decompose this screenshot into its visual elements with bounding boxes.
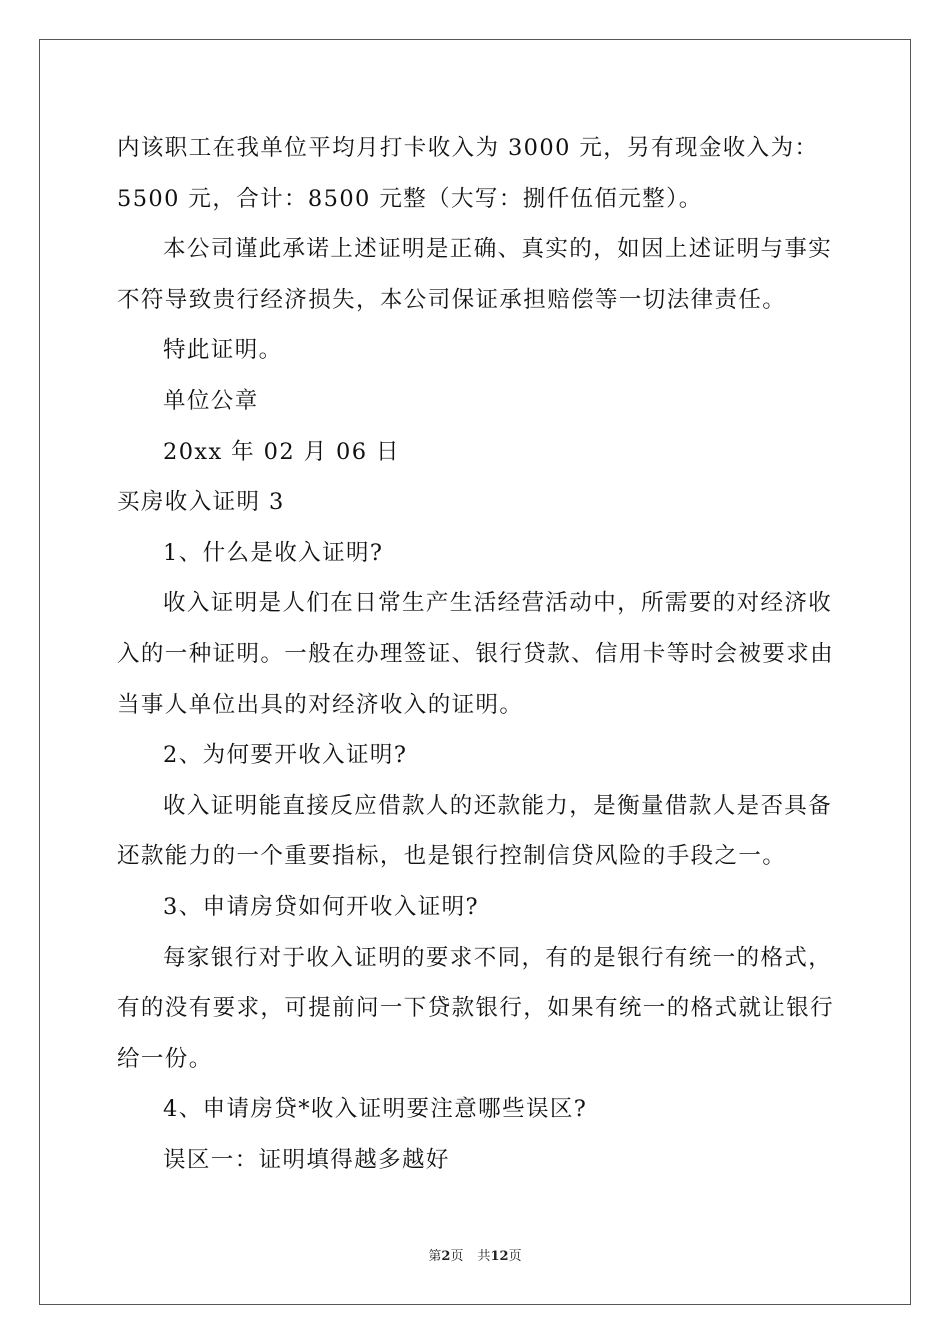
text-line: 收入证明能直接反应借款人的还款能力，是衡量借款人是否具备 bbox=[163, 792, 833, 819]
total-pages: 12 bbox=[490, 1249, 509, 1264]
text-line: 还款能力的一个重要指标，也是银行控制信贷风险的手段之一。 bbox=[117, 843, 787, 870]
text-line: 20xx 年 02 月 06 日 bbox=[163, 438, 400, 465]
text-line: 入的一种证明。一般在办理签证、银行贷款、信用卡等时会被要求由 bbox=[117, 640, 835, 667]
page-footer bbox=[0, 1245, 950, 1264]
question-heading: 3、申请房贷如何开收入证明? bbox=[163, 893, 479, 920]
question-heading: 2、为何要开收入证明? bbox=[163, 742, 408, 769]
text-line: 单位公章 bbox=[163, 387, 259, 414]
text-line: 每家银行对于收入证明的要求不同，有的是银行有统一的格式， bbox=[163, 944, 833, 971]
document-body bbox=[117, 128, 833, 1190]
text-line: 本公司谨此承诺上述证明是正确、真实的，如因上述证明与事实 bbox=[163, 236, 833, 263]
text-line: 收入证明是人们在日常生产生活经营活动中，所需要的对经济收 bbox=[163, 590, 833, 617]
total-prefix: 共 bbox=[477, 1249, 491, 1264]
text-line: 当事人单位出具的对经济收入的证明。 bbox=[117, 691, 524, 718]
page-suffix: 页 bbox=[450, 1249, 464, 1264]
question-heading: 1、什么是收入证明? bbox=[163, 539, 384, 566]
text-line: 不符导致贵行经济损失，本公司保证承担赔偿等一切法律责任。 bbox=[117, 286, 787, 313]
text-line: 特此证明。 bbox=[163, 337, 283, 364]
text-line: 有的没有要求，可提前问一下贷款银行，如果有统一的格式就让银行 bbox=[117, 995, 835, 1022]
text-line: 5500 元，合计：8500 元整（大写：捌仟伍佰元整）。 bbox=[117, 185, 703, 212]
question-heading: 4、申请房贷*收入证明要注意哪些误区? bbox=[163, 1096, 588, 1123]
section-heading: 买房收入证明 3 bbox=[117, 489, 285, 516]
text-line: 给一份。 bbox=[117, 1045, 213, 1072]
text-line: 内该职工在我单位平均月打卡收入为 3000 元，另有现金收入为： bbox=[117, 135, 819, 161]
total-suffix: 页 bbox=[508, 1249, 522, 1264]
page-number: 2 bbox=[441, 1249, 451, 1264]
page-prefix: 第 bbox=[428, 1249, 442, 1264]
text-line: 误区一：证明填得越多越好 bbox=[163, 1146, 450, 1173]
